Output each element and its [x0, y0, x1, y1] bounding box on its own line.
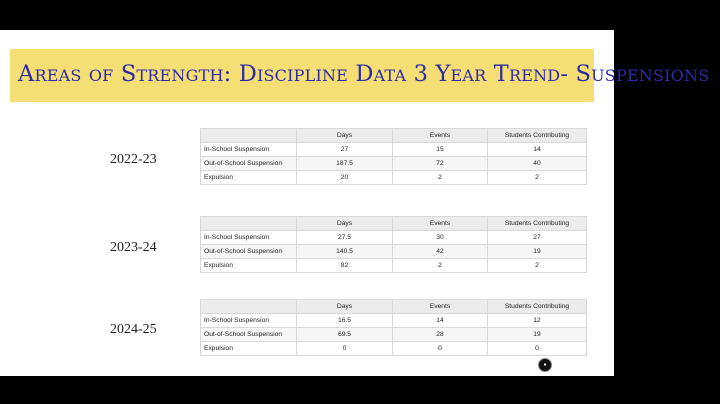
year-label-2024-25: 2024-25	[110, 322, 157, 337]
row-label: In-School Suspension	[201, 143, 297, 157]
slide-title: Areas of Strength: Discipline Data 3 Year Trend- Suspensions	[18, 61, 710, 87]
table-row	[201, 259, 587, 273]
cell-events: 2	[393, 259, 488, 273]
table-row	[201, 314, 587, 328]
cell-events: 14	[393, 314, 488, 328]
table-row	[201, 245, 587, 259]
cell-days: 27.5	[297, 231, 393, 245]
table-2023-24	[200, 216, 587, 273]
column-header	[201, 129, 297, 143]
cell-students: 0	[488, 342, 587, 356]
table-2022-23	[200, 128, 587, 185]
cell-events: 0	[393, 342, 488, 356]
table-header-row	[201, 300, 587, 314]
title-banner	[10, 49, 710, 102]
column-header-events: Events	[393, 129, 488, 143]
cell-days: 69.5	[297, 328, 393, 342]
table-row	[201, 342, 587, 356]
column-header-days: Days	[297, 300, 393, 314]
row-label: Out-of-School Suspension	[201, 157, 297, 171]
column-header-students: Students Contributing	[488, 129, 587, 143]
row-label: Expulsion	[201, 342, 297, 356]
year-label-2022-23: 2022-23	[110, 152, 157, 167]
row-label: Out-of-School Suspension	[201, 245, 297, 259]
cell-events: 28	[393, 328, 488, 342]
column-header	[201, 217, 297, 231]
column-header-days: Days	[297, 129, 393, 143]
cell-students: 2	[488, 171, 587, 185]
row-label: Out-of-School Suspension	[201, 328, 297, 342]
row-label: Expulsion	[201, 171, 297, 185]
column-header-students: Students Contributing	[488, 217, 587, 231]
cell-students: 14	[488, 143, 587, 157]
column-header-days: Days	[297, 217, 393, 231]
table-header-row	[201, 129, 587, 143]
cell-students: 19	[488, 245, 587, 259]
cell-days: 20	[297, 171, 393, 185]
cell-students: 27	[488, 231, 587, 245]
cell-days: 187.5	[297, 157, 393, 171]
column-header-events: Events	[393, 217, 488, 231]
column-header-events: Events	[393, 300, 488, 314]
column-header-students: Students Contributing	[488, 300, 587, 314]
table-row	[201, 143, 587, 157]
cell-events: 2	[393, 171, 488, 185]
slide-control-icon[interactable]: ▪	[538, 358, 552, 372]
row-label: In-School Suspension	[201, 314, 297, 328]
row-label: In-School Suspension	[201, 231, 297, 245]
cell-students: 12	[488, 314, 587, 328]
table-row	[201, 328, 587, 342]
table-2024-25	[200, 299, 587, 356]
cell-days: 82	[297, 259, 393, 273]
cell-days: 27	[297, 143, 393, 157]
table-row	[201, 157, 587, 171]
cell-students: 19	[488, 328, 587, 342]
column-header	[201, 300, 297, 314]
table-header-row	[201, 217, 587, 231]
cell-events: 15	[393, 143, 488, 157]
row-label: Expulsion	[201, 259, 297, 273]
cell-days: 0	[297, 342, 393, 356]
cell-events: 30	[393, 231, 488, 245]
table-row	[201, 171, 587, 185]
cell-students: 2	[488, 259, 587, 273]
cell-days: 16.5	[297, 314, 393, 328]
cell-events: 72	[393, 157, 488, 171]
cell-students: 40	[488, 157, 587, 171]
cell-days: 140.5	[297, 245, 393, 259]
table-row	[201, 231, 587, 245]
year-label-2023-24: 2023-24	[110, 240, 157, 255]
cell-events: 42	[393, 245, 488, 259]
